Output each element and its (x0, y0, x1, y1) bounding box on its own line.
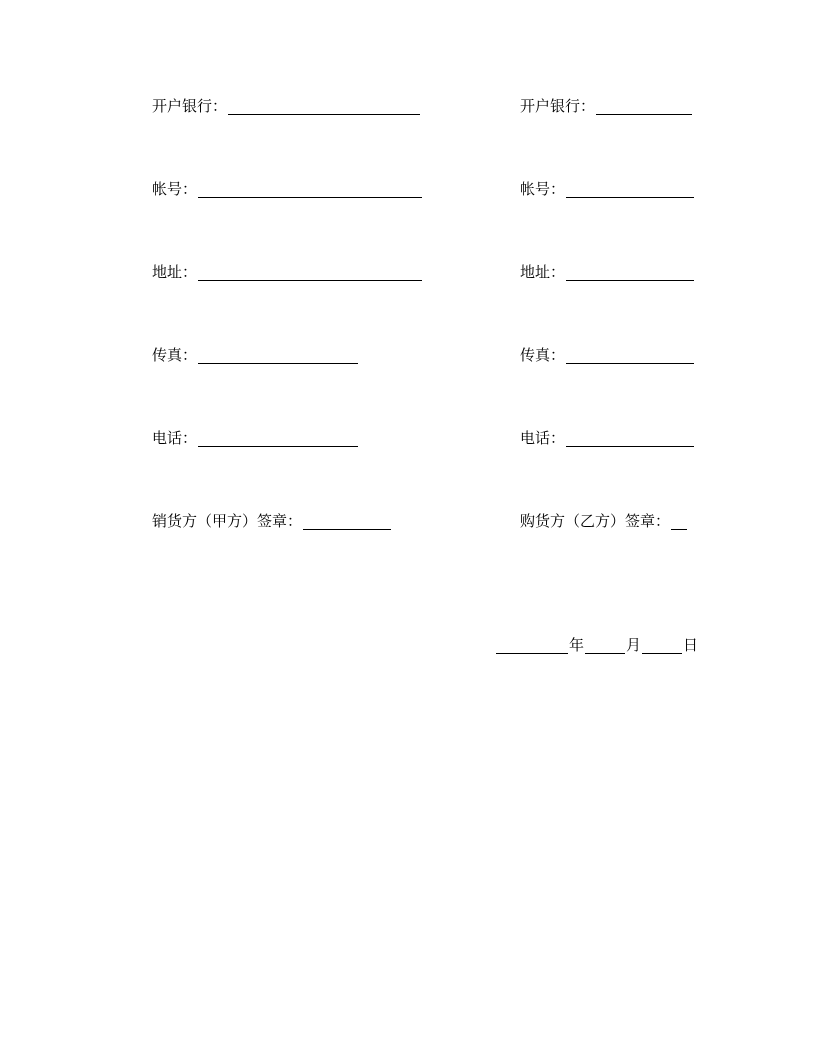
seller-signature-blank[interactable] (303, 513, 391, 530)
buyer-account-blank[interactable] (566, 181, 694, 198)
buyer-address-label: 地址： (520, 263, 566, 281)
seller-bank-field (152, 97, 420, 115)
seller-bank-blank[interactable] (228, 98, 420, 115)
seller-signature-field (152, 512, 391, 530)
seller-signature-label: 销货方（甲方）签章： (152, 512, 303, 530)
seller-address-field (152, 263, 422, 281)
year-blank[interactable] (496, 637, 568, 654)
year-label: 年 (569, 636, 585, 654)
buyer-phone-label: 电话： (520, 429, 566, 447)
seller-phone-field (152, 429, 358, 447)
month-label: 月 (626, 636, 642, 654)
buyer-account-field (520, 180, 694, 198)
buyer-fax-label: 传真： (520, 346, 566, 364)
buyer-address-field (520, 263, 694, 281)
buyer-phone-blank[interactable] (566, 430, 694, 447)
day-label: 日 (683, 636, 699, 654)
seller-fax-label: 传真： (152, 346, 198, 364)
buyer-address-blank[interactable] (566, 264, 694, 281)
month-blank[interactable] (585, 637, 625, 654)
signing-date-line (496, 636, 698, 654)
buyer-bank-field (520, 97, 692, 115)
seller-account-label: 帐号： (152, 180, 198, 198)
day-blank[interactable] (642, 637, 682, 654)
buyer-signature-field (520, 512, 687, 530)
buyer-account-label: 帐号： (520, 180, 566, 198)
seller-fax-field (152, 346, 358, 364)
seller-account-field (152, 180, 422, 198)
buyer-signature-label: 购货方（乙方）签章： (520, 512, 671, 530)
seller-address-label: 地址： (152, 263, 198, 281)
seller-phone-blank[interactable] (198, 430, 358, 447)
buyer-fax-field (520, 346, 694, 364)
seller-phone-label: 电话： (152, 429, 198, 447)
buyer-phone-field (520, 429, 694, 447)
buyer-bank-label: 开户银行： (520, 97, 596, 115)
seller-account-blank[interactable] (198, 181, 422, 198)
seller-address-blank[interactable] (198, 264, 422, 281)
buyer-signature-blank[interactable] (671, 513, 687, 530)
buyer-fax-blank[interactable] (566, 347, 694, 364)
seller-fax-blank[interactable] (198, 347, 358, 364)
seller-bank-label: 开户银行： (152, 97, 228, 115)
buyer-bank-blank[interactable] (596, 98, 692, 115)
